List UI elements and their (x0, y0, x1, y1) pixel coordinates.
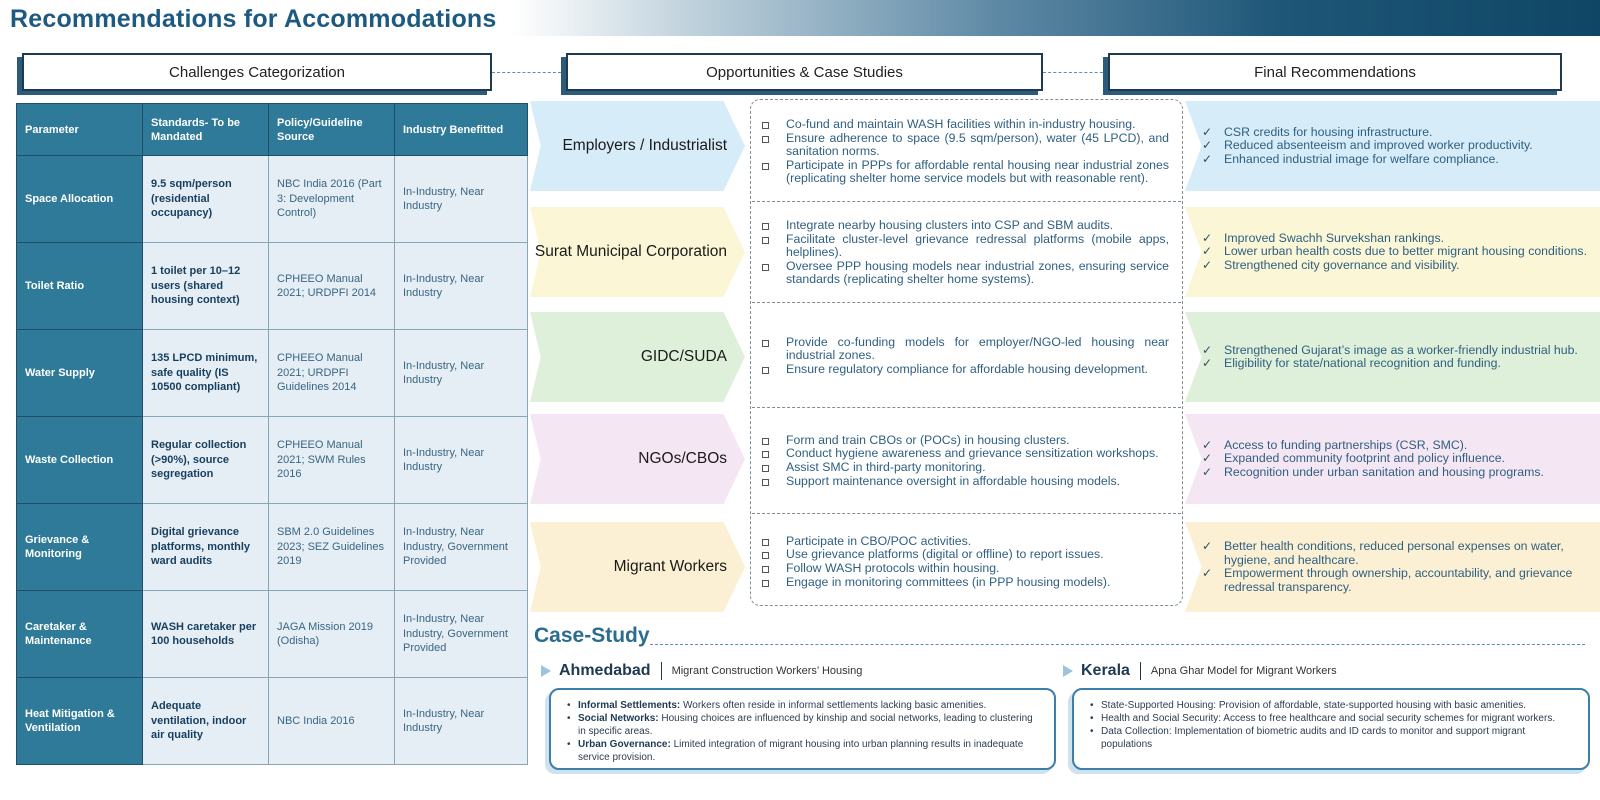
source-cell: SBM 2.0 Guidelines 2023; SEZ Guidelines 2019 (269, 504, 395, 591)
stakeholder-label: NGOs/CBOs (638, 450, 727, 467)
recommendation-list (1198, 312, 1598, 402)
recommendation-text: Empowerment through ownership, accountability, and grievance redressal transparency. (1224, 566, 1573, 594)
case-study-divider (650, 644, 1585, 645)
stakeholder-label: Employers / Industrialist (562, 137, 727, 154)
bullet-square-icon (762, 451, 769, 458)
industry-cell: In-Industry, Near Industry (395, 678, 528, 765)
bullet-icon: • (567, 739, 571, 750)
recommendation-item (1198, 466, 1598, 480)
case-item (567, 738, 1042, 764)
stakeholder-label: Migrant Workers (613, 558, 727, 575)
ahmedabad-heading (541, 662, 862, 680)
opportunity-item (760, 447, 1169, 461)
divider (752, 201, 1181, 202)
recommendation-item (1198, 153, 1598, 167)
opportunity-item (760, 260, 1169, 287)
recommendation-list (1198, 414, 1598, 504)
kerala-heading (1063, 662, 1337, 680)
bullet-square-icon (762, 367, 769, 374)
table-row (17, 243, 528, 330)
opportunity-text: Participate in PPPs for affordable rental housing near industrial zones (replicating shelter home service models but with reasonable rent). (786, 157, 1169, 186)
bullet-icon: • (1090, 726, 1094, 737)
bullet-square-icon (762, 479, 769, 486)
kerala-case-box (1072, 688, 1590, 770)
opportunity-text: Support maintenance oversight in affordable housing models. (786, 473, 1121, 488)
bullet-square-icon (762, 552, 769, 559)
bullet-icon: • (567, 713, 571, 724)
opportunity-text: Provide co-funding models for employer/NGO-led housing near industrial zones. (786, 334, 1169, 363)
opportunity-item (760, 159, 1169, 186)
triangle-icon (1063, 665, 1073, 677)
source-cell: CPHEEO Manual 2021; URDPFI Guidelines 2014 (269, 330, 395, 417)
opportunity-text: Form and train CBOs or (POCs) in housing clusters. (786, 432, 1070, 447)
source-cell: NBC India 2016 (Part 3: Development Control) (269, 156, 395, 243)
source-cell: CPHEEO Manual 2021; URDPFI 2014 (269, 243, 395, 330)
recommendation-item (1198, 567, 1598, 594)
divider (752, 513, 1181, 514)
challenges-heading: Challenges Categorization (22, 53, 492, 91)
bullet-square-icon (762, 438, 769, 445)
opportunity-item (760, 118, 1169, 132)
source-cell: JAGA Mission 2019 (Odisha) (269, 591, 395, 678)
table-row (17, 417, 528, 504)
opportunity-text: Conduct hygiene awareness and grievance sensitization workshops. (786, 446, 1159, 461)
check-icon: ✓ (1202, 356, 1213, 370)
recommendation-text: Expanded community footprint and policy influence. (1224, 451, 1505, 466)
column-header: Standards- To be Mandated (143, 104, 269, 156)
opportunity-item (760, 132, 1169, 159)
opportunity-text: Co-fund and maintain WASH facilities within in-industry housing. (786, 117, 1136, 132)
table-row (17, 156, 528, 243)
opportunity-item (760, 219, 1169, 233)
opportunity-text: Ensure adherence to space (9.5 sqm/person), water (45 LPCD), and sanitation norms. (786, 130, 1169, 159)
connector-line (492, 72, 566, 73)
opportunities-heading: Opportunities & Case Studies (566, 53, 1043, 91)
opportunities-block (752, 414, 1181, 508)
table-row (17, 591, 528, 678)
recommendation-item (1198, 540, 1598, 567)
case-item-text: Housing choices are influenced by kinship and social networks, leading to clustering in specific areas. (578, 713, 1033, 737)
parameter-cell: Heat Mitigation & Ventilation (17, 678, 143, 765)
recommendation-item (1198, 439, 1598, 453)
standard-cell: 135 LPCD minimum, safe quality (IS 10500 compliant) (143, 330, 269, 417)
parameter-cell: Grievance & Monitoring (17, 504, 143, 591)
parameter-cell: Water Supply (17, 330, 143, 417)
opportunities-block (752, 209, 1181, 297)
column-header: Policy/Guideline Source (269, 104, 395, 156)
bullet-square-icon (762, 340, 769, 347)
parameter-cell: Waste Collection (17, 417, 143, 504)
recommendation-item (1198, 139, 1598, 153)
bullet-square-icon (762, 122, 769, 129)
opportunity-text: Follow WASH protocols within housing. (786, 561, 1000, 575)
recommendation-item (1198, 126, 1598, 140)
opportunity-text: Integrate nearby housing clusters into CSP and SBM audits. (786, 218, 1114, 233)
opportunity-item (760, 336, 1169, 363)
bullet-square-icon (762, 580, 769, 587)
opportunities-block (752, 522, 1181, 602)
case-name: Kerala (1081, 662, 1141, 680)
case-subtitle: Migrant Construction Workers’ Housing (671, 665, 863, 677)
industry-cell: In-Industry, Near Industry (395, 156, 528, 243)
case-item (1090, 712, 1576, 725)
bullet-square-icon (762, 223, 769, 230)
parameter-cell: Caretaker & Maintenance (17, 591, 143, 678)
opportunity-item (760, 548, 1169, 562)
case-item-text: Health and Social Security: Access to free healthcare and social security schemes for migrant workers. (1101, 713, 1556, 724)
industry-cell: In-Industry, Near Industry, Government Provided (395, 591, 528, 678)
check-icon: ✓ (1202, 138, 1213, 153)
case-item (1090, 725, 1576, 751)
standard-cell: Regular collection (>90%), source segregation (143, 417, 269, 504)
opportunity-text: Use grievance platforms (digital or offline) to report issues. (786, 547, 1104, 562)
check-icon: ✓ (1202, 244, 1213, 259)
divider (752, 302, 1181, 303)
bullet-square-icon (762, 566, 769, 573)
recommendation-text: Better health conditions, reduced personal expenses on water, hygiene, and healthcare. (1224, 539, 1564, 567)
triangle-icon (541, 665, 551, 677)
recommendation-list (1198, 207, 1598, 297)
recommendation-text: Access to funding partnerships (CSR, SMC). (1224, 437, 1468, 452)
check-icon: ✓ (1202, 151, 1213, 166)
check-icon: ✓ (1202, 257, 1213, 272)
stakeholder-label: GIDC/SUDA (640, 348, 727, 365)
recommendation-text: Recognition under urban sanitation and housing programs. (1224, 464, 1544, 479)
opportunity-item (760, 363, 1169, 377)
opportunities-block (752, 311, 1181, 401)
connector-line (1043, 72, 1108, 73)
opportunity-item (760, 562, 1169, 576)
check-icon: ✓ (1202, 566, 1213, 580)
page-title: Recommendations for Accommodations (10, 5, 497, 33)
opportunity-text: Participate in CBO/POC activities. (786, 533, 972, 548)
recommendation-text: CSR credits for housing infrastructure. (1224, 124, 1433, 139)
opportunity-item (760, 535, 1169, 549)
case-item-text: Data Collection: Implementation of biometric audits and ID cards to monitor and support migrant populations (1101, 726, 1526, 750)
recommendation-item (1198, 259, 1598, 273)
bullet-square-icon (762, 264, 769, 271)
recommendation-list (1198, 101, 1598, 191)
case-subtitle: Apna Ghar Model for Migrant Workers (1150, 665, 1337, 677)
table-header-row (17, 104, 528, 156)
standard-cell: WASH caretaker per 100 households (143, 591, 269, 678)
stakeholder-label: Surat Municipal Corporation (534, 243, 727, 260)
recommendation-text: Lower urban health costs due to better migrant housing conditions. (1224, 244, 1587, 259)
standard-cell: Adequate ventilation, indoor air quality (143, 678, 269, 765)
recommendation-list (1198, 522, 1598, 612)
recommendation-text: Strengthened city governance and visibility. (1224, 257, 1460, 272)
industry-cell: In-Industry, Near Industry (395, 243, 528, 330)
ahmedabad-case-box (549, 688, 1056, 770)
case-item (567, 712, 1042, 738)
case-item-text: Limited integration of migrant housing into urban planning results in inadequate service provision. (578, 739, 1024, 763)
standard-cell: Digital grievance platforms, monthly ward audits (143, 504, 269, 591)
recommendation-text: Enhanced industrial image for welfare compliance. (1224, 151, 1499, 166)
opportunity-text: Oversee PPP housing models near industrial zones, ensuring service standards (replicating shelter home systems). (786, 258, 1169, 287)
case-item (1090, 699, 1576, 712)
bullet-square-icon (762, 465, 769, 472)
table-row (17, 678, 528, 765)
check-icon: ✓ (1202, 342, 1213, 357)
case-item-text: State-Supported Housing: Provision of affordable, state-supported housing with basic amenities. (1101, 700, 1527, 711)
bullet-square-icon (762, 163, 769, 170)
opportunity-text: Engage in monitoring committees (in PPP housing models). (786, 574, 1111, 589)
opportunity-text: Ensure regulatory compliance for affordable housing development. (786, 361, 1149, 376)
opportunities-block (752, 104, 1181, 200)
standard-cell: 9.5 sqm/person (residential occupancy) (143, 156, 269, 243)
standard-cell: 1 toilet per 10–12 users (shared housing context) (143, 243, 269, 330)
case-item (567, 699, 1042, 712)
recommendation-item (1198, 245, 1598, 259)
recommendation-item (1198, 357, 1598, 371)
source-cell: NBC India 2016 (269, 678, 395, 765)
case-item-text: Workers often reside in informal settlements lacking basic amenities. (680, 700, 987, 711)
bullet-icon: • (1090, 700, 1094, 711)
case-item-heading: Urban Governance: (578, 739, 671, 750)
bullet-square-icon (762, 237, 769, 244)
opportunity-text: Facilitate cluster-level grievance redressal platforms (mobile apps, helplines). (786, 231, 1169, 260)
opportunity-item (760, 434, 1169, 448)
table-row (17, 504, 528, 591)
check-icon: ✓ (1202, 124, 1213, 139)
divider (752, 407, 1181, 408)
case-item-heading: Social Networks: (578, 713, 659, 724)
industry-cell: In-Industry, Near Industry (395, 417, 528, 504)
recommendation-item (1198, 232, 1598, 246)
table-row (17, 330, 528, 417)
check-icon: ✓ (1202, 464, 1213, 479)
source-cell: CPHEEO Manual 2021; SWM Rules 2016 (269, 417, 395, 504)
bullet-icon: • (1090, 713, 1094, 724)
recommendation-text: Reduced absenteeism and improved worker productivity. (1224, 138, 1533, 153)
case-name: Ahmedabad (559, 662, 662, 680)
opportunity-item (760, 475, 1169, 489)
final-recommendations-heading: Final Recommendations (1108, 53, 1562, 91)
check-icon: ✓ (1202, 539, 1213, 553)
opportunity-text: Assist SMC in third-party monitoring. (786, 460, 986, 474)
parameter-cell: Space Allocation (17, 156, 143, 243)
recommendation-text: Strengthened Gujarat’s image as a worker-friendly industrial hub. (1224, 342, 1578, 357)
recommendation-text: Improved Swachh Survekshan rankings. (1224, 230, 1445, 245)
check-icon: ✓ (1202, 451, 1213, 466)
parameter-cell: Toilet Ratio (17, 243, 143, 330)
opportunity-item (760, 576, 1169, 590)
column-header: Industry Benefitted (395, 104, 528, 156)
case-item-heading: Informal Settlements: (578, 700, 681, 711)
recommendation-item (1198, 344, 1598, 358)
recommendation-item (1198, 452, 1598, 466)
challenges-table (16, 103, 528, 765)
industry-cell: In-Industry, Near Industry, Government Provided (395, 504, 528, 591)
case-study-title: Case-Study (534, 624, 650, 647)
check-icon: ✓ (1202, 437, 1213, 452)
check-icon: ✓ (1202, 230, 1213, 245)
bullet-square-icon (762, 136, 769, 143)
opportunity-item (760, 233, 1169, 260)
opportunity-item (760, 461, 1169, 475)
column-header: Parameter (17, 104, 143, 156)
recommendation-text: Eligibility for state/national recognition and funding. (1224, 356, 1501, 370)
bullet-square-icon (762, 539, 769, 546)
industry-cell: In-Industry, Near Industry (395, 330, 528, 417)
bullet-icon: • (567, 700, 571, 711)
